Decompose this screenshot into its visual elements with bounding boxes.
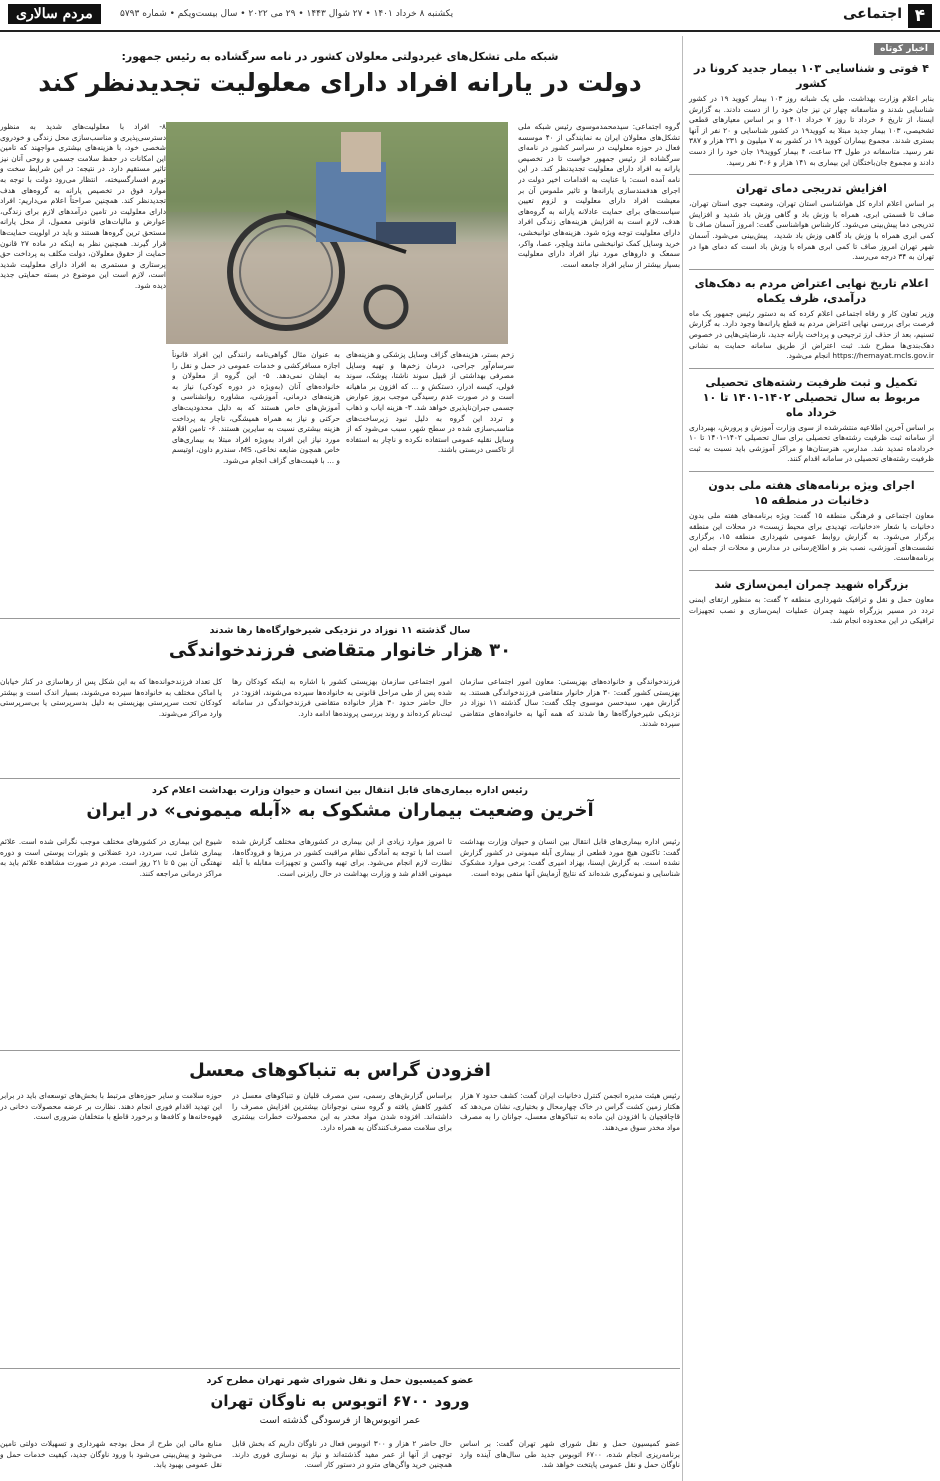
bus-fleet-story: [0, 1368, 680, 1481]
brief-item: [689, 276, 934, 362]
monkeypox-story: [0, 778, 680, 1048]
brief-body: بر اساس آخرین اطلاعیه منتشرشده از سوی وزارت آموزش و پرورش، بهبرداری از سامانه ثبت ظرفیت رشته‌های تحصیلی برای سال تحصیلی ۱۴۰۲-۱۴۰۱ تا ۱۰ خردادماه تمدید شد. مدارس، هنرستان‌ها و مراکز آموزشی باید نسبت به ثبت ظرفیت رشته‌های تحصیلی در سامانه اقدام کنند.: [689, 422, 934, 464]
brief-item: [689, 181, 934, 263]
article-column: تا امروز موارد زیادی از این بیماری در کشورهای مختلف گزارش شده است اما با توجه به آمادگی نظام مراقبت کشور در مرزها و فرودگاه‌ها، نظارت لازم انجام می‌شود. برای تهیه واکسن و تجهیزات مقابله با آبله میمونی اقدام شد و وزارت بهداشت در حال رایزنی است.: [232, 837, 452, 878]
divider: [689, 174, 934, 175]
story-deck: عمر اتوبوس‌ها از فرسودگی گذشته است: [259, 1415, 421, 1426]
article-column: امور اجتماعی سازمان بهزیستی کشور با اشاره به اینکه کودکان رها شده پس از طی مراحل قانونی به خانواده‌ها سپرده می‌شوند، افزود: در حال حاضر حدود ۳۰ هزار خانواده متقاضی فرزندخواندگی در سامانه ثبت‌نام کرده‌اند و روند بررسی پرونده‌ها ادامه دارد.: [232, 677, 452, 718]
brief-body: بنابر اعلام وزارت بهداشت، طی یک شبانه روز ۱۰۳ بیمار کووید ۱۹ در کشور شناسایی شدند و متاسفانه چهار تن نیز جان خود را از دست دادند. به گزارش ایسنا، از تاریخ ۶ خرداد تا روز ۷ خرداد ۱۴۰۱ و بر اساس معیارهای قطعی تشخیصی، ۱۰۳ بیمار جدید مبتلا به کووید۱۹ در کشور شناسایی و ۲۰ نفر از آنها بستری شدند. مجموع بیماران کووید ۱۹ در کشور به ۷ میلیون و ۲۳۱ هزار و ۳۸۷ نفر رسید. متاسفانه در طول ۲۴ ساعت، ۴ بیمار کووید۱۹ جان خود را از دست دادند و مجموع جان‌باختگان این بیماری به ۱۴۱ هزار و ۳۰۶ نفر رسید.: [689, 94, 935, 167]
story-kicker: رئیس اداره بیماری‌های قابل انتقال بین انسان و حیوان وزارت بهداشت اعلام کرد: [151, 785, 529, 796]
article-column: به عنوان مثال گواهی‌نامه رانندگی این افراد قانوناً اجازه مسافرکشی و خدمات عمومی در حمل و نقل را به ایشان نمی‌دهد. ۵- این گروه از معلولان و خانواده‌های آنان (به‌ویژه در دوره کودکی) نیاز به هزینه‌های درمانی، آموزشی، مشاوره روانشناسی و آموزش‌های خاص هستند که به دلیل محدودیت‌های حرکتی و نیاز به همراه همیشگی، ناچار به پرداخت هزینه بیشتری نسبت به سایرین هستند. ۶- تامین اقلام مورد نیاز این افراد به‌ویژه افراد مبتلا به بیماری‌های خاص همچون ضایعه نخاعی، MS، سندرم داون، اوتیسم و ... با قیمت‌های گزاف انجام می‌شود.: [172, 350, 340, 465]
article-column: حال حاضر ۲ هزار و ۳۰۰ اتوبوس فعال در ناوگان داریم که بخش قابل توجهی از آنها از عمر مفید گذشته‌اند و نیاز به نوسازی فوری دارند. همچنین خرید واگن‌های مترو در دستور کار است.: [232, 1439, 452, 1470]
article-column: ۸- افراد با معلولیت‌های شدید به منظور دسترسی‌پذیری و مناسب‌سازی محل زندگی و خودروی شخصی خود، با هزینه‌های بیشتری مواجهند که تامین این امکانات در حفظ سلامت جسمی و روحی آنان نیز تاثیر مستقیم دارد. در نتیجه: در این شرایط سخت و تورم افسارگسیخته، ‌ انتظار می‌رود دولت با توجه به موارد فوق در تخصیص یارانه به گروه‌های هدف تجدیدنظر کند. همچنین صراحتاً اعلام می‌داریم: افراد دارای معلولیت در تامین درآمدهای لازم برای زندگی، عوارض و مالیات‌های قانونی معمول، از محل یارانه مستحق ترین گروه‌ها هستند و باید در اولویت حمایت‌ها قرار گیرند. همچنین نظر به اینکه در ماده ۲۷ قانون حمایت از حقوق معلولان، دولت مکلف به پرداخت حق پرستاری و مستمری به افراد دارای معلولیت شدید است، لازم است این موضوع در بسته حمایتی جدید دیده شود.: [0, 122, 166, 290]
story-headline: افزودن گراس به تنباکوهای معسل: [189, 1060, 491, 1081]
story-kicker: عضو کمیسیون حمل و نقل شورای شهر تهران مطرح کرد: [206, 1375, 474, 1386]
dateline: یکشنبه ۸ خرداد ۱۴۰۱ • ۲۷ شوال ۱۴۴۳ • ۲۹ می ۲۰۲۲ • سال بیست‌ویکم • شماره ۵۷۹۳: [120, 9, 454, 19]
article-column: عضو کمیسیون حمل و نقل شورای شهر تهران گفت: بر اساس برنامه‌ریزی انجام شده، ۶۷۰۰ اتوبوس جدید طی سال‌های آینده وارد ناوگان حمل و نقل عمومی پایتخت خواهد شد.: [460, 1439, 680, 1470]
section-name: اجتماعی: [843, 6, 902, 22]
brief-item: [689, 478, 934, 564]
brief-title: اجرای ویژه برنامه‌های هفته ملی بدون دخانیات در منطقه ۱۵: [708, 479, 915, 508]
brief-item: [689, 375, 934, 465]
article-column: فرزندخواندگی و خانواده‌های بهزیستی: معاون امور اجتماعی سازمان بهزیستی کشور گفت: ۳۰ هزار خانوار متقاضی فرزندخواندگی هستند. به گزارش مهر، سیدحسن موسوی چلک گفت: سال گذشته ۱۱ نوزاد در نزدیکی شیرخوارگاه‌ها رها شدند که همه آنها به خانواده‌های متقاضی سپرده شدند.: [460, 677, 680, 729]
story-headline: ۳۰ هزار خانوار متقاضی فرزندخواندگی: [168, 640, 512, 661]
brief-title: تکمیل و ثبت ظرفیت رشته‌های تحصیلی مربوط به سال تحصیلی ۱۴۰۲-۱۴۰۱ تا ۱۰ خرداد ماه: [702, 375, 921, 419]
divider: [689, 269, 934, 270]
news-brief-tag: اخبار کوتاه: [874, 43, 934, 55]
brief-title: افزایش تدریجی دمای تهران: [736, 182, 887, 196]
wheelchair-photo: [166, 122, 508, 344]
lead-story-kicker: شبکه ملی تشکل‌های غیردولتی معلولان کشور در نامه سرگشاده به رئیس جمهور:: [121, 50, 559, 63]
page-number: ۴: [908, 4, 932, 28]
brief-body: بر اساس اعلام اداره کل هواشناسی استان تهران، وضعیت جوی استان تهران، صاف تا قسمتی ابری، همراه با وزش باد و گاهی وزش باد شدید و افزایش تدریجی دما پیش‌بینی می‌شود. کارشناس هواشناسی گفت: امروز آسمان صاف تا کمی ابری همراه با وزش باد گاهی وزش باد شدید، ‌ پیش‌بینی می‌شود. آسمان شهر تهران امروز صاف تا کمی ابری همراه با وزش باد است که دمای هوا در تهران به ۳۴ درجه می‌رسد.: [689, 199, 934, 262]
article-column: رئیس اداره بیماری‌های قابل انتقال بین انسان و حیوان وزارت بهداشت گفت: تاکنون هیچ مورد قطعی از بیماری آبله میمونی در کشور گزارش نشده است. به گزارش ایسنا، بهزاد امیری گفت: برخی موارد مشکوک شناسایی و نمونه‌گیری شده‌اند که نتایج آزمایش آنها منفی بوده است.: [460, 837, 680, 878]
main-content: [0, 36, 680, 1481]
brief-title: ۴ فوتی و شناسایی ۱۰۳ بیمار جدید کرونا در کشور: [694, 62, 929, 90]
brief-item: [689, 61, 934, 168]
newspaper-brand: مردم سالاری: [8, 4, 101, 24]
brief-item: [689, 577, 934, 627]
divider: [689, 471, 934, 472]
brief-body: معاون حمل و نقل و ترافیک شهرداری منطقه ۲ گفت: به منظور ارتقای ایمنی تردد در مسیر بزرگراه شهید چمران عملیات ایمن‌سازی و نصب تجهیزات ترافیکی در این محدوده انجام شد.: [689, 595, 934, 626]
story-headline: آخرین وضعیت بیماران مشکوک به «آبله میمونی» در ایران: [86, 800, 594, 821]
brief-title: بزرگراه شهید چمران ایمن‌سازی شد: [714, 578, 909, 592]
article-column: منابع مالی این طرح از محل بودجه شهرداری و تسهیلات دولتی تامین می‌شود و پیش‌بینی می‌شود با ورود ناوگان جدید، کیفیت خدمات حمل و نقل عمومی بهبود یابد.: [0, 1439, 222, 1470]
article-column: کل تعداد فرزندخوانده‌ها که به این شکل پس از رهاسازی در کنار خیابان یا اماکن مختلف به خانواده‌ها سپرده می‌شوند، بسیار اندک است و بیشتر کودکان تحت سرپرستی بهزیستی به دلیل بدسرپرستی یا بی‌سرپرستی وارد مراکز می‌شوند.: [0, 677, 222, 718]
divider: [689, 570, 934, 571]
brief-body: وزیر تعاون کار و رفاه اجتماعی اعلام کرده که به دستور رئیس جمهور یک ماه فرصت برای بررسی نهایی اعتراض مردم به قطع یارانه‌ها وجود دارد. به گزارش تسنیم، بعد از حذف ارز ترجیحی و پرداخت یارانه جدید، نارضایتی‌هایی در خصوص دهک‌بندی‌ها مطرح شد. ثبت اعتراض از طریق سامانه حمایت به نشانی https://hemayat.mcls.gov.ir انجام می‌شود.: [689, 308, 934, 361]
lead-story: [0, 118, 680, 616]
brief-body: معاون اجتماعی و فرهنگی منطقه ۱۵ گفت: ویژه برنامه‌های هفته ملی بدون دخانیات با شعار «دخانیات، تهدیدی برای محیط زیست» در محلات این منطقه برگزار می‌شود. به گزارش روابط عمومی شهرداری منطقه ۱۵، برگزاری نشست‌های آموزشی، نصب بنر و اطلاع‌رسانی در مدارس و محلات از جمله این برنامه‌هاست.: [689, 511, 935, 563]
brief-title: اعلام تاریخ نهایی اعتراض مردم به دهک‌های درآمدی، ظرف یکماه: [694, 276, 929, 305]
article-column: رئیس هیئت مدیره انجمن کنترل دخانیات ایران گفت: کشف حدود ۷ هزار هکتار زمین کشت گراس در خاک چهارمحال و بختیاری، نشان می‌دهد که قاچاقچیان با افزودن این ماده به تنباکوهای معسل، جوانان را به مصرف مواد مخدر سوق می‌دهند.: [460, 1091, 680, 1132]
divider: [689, 368, 934, 369]
article-column: شیوع این بیماری در کشورهای مختلف موجب نگرانی شده است. علائم بیماری شامل تب، سردرد، درد عضلانی و بثورات پوستی است و دوره نهفتگی آن بین ۵ تا ۲۱ روز است. مردم در صورت مشاهده علائم باید به مراکز درمانی مراجعه کنند.: [0, 837, 222, 878]
article-column: گروه اجتماعی: سیدمحمدموسوی رئیس شبکه ملی تشکل‌های معلولان ایران به نمایندگی از ۴۰ موسسه فعال در حوزه معلولیت در سراسر کشور در نامه‌ای سرگشاده از رئیس جمهور خواست تا در تخصیص یارانه به افراد دارای معلولیت تجدیدنظر کند. در این نامه آمده است: با عنایت به اقدامات اخیر دولت در اجرای هدفمندسازی یارانه‌ها و تاثیر ملموس آن بر معیشت افراد دارای معلولیت و لزوم تعیین سیاست‌های برای حمایت عادلانه یارانه به گروه‌های هدف، لازم است به افزایش هزینه‌های زندگی افراد دارای معلولیت توجه ویژه شود. هزینه‌های توانبخشی، خرید وسایل کمک توانبخشی مانند ویلچر، عصا، واکر، سمعک و داروهای مورد نیاز افراد دارای معلولیت بسیار بیشتر از سایر افراد جامعه است.: [518, 122, 680, 269]
article-column: زخم بستر، هزینه‌های گزاف وسایل پزشکی و هزینه‌های سرسام‌آور جراحی، درمان زخم‌ها و تهیه وسایل مصرفی بهداشتی از قبیل سوند ناشتا، پوشک، سوند فولی، کیسه ادرار، دستکش و ... که افزون بر ماهیانه است و در صورت عدم رسیدگی موجب بروز عوارض جسمی جبران‌ناپذیری خواهد شد. ۳- هزینه ایاب و ذهاب و تردد این گروه به دلیل نبود زیرساخت‌های مناسب‌سازی شده در سطح شهر، سبب می‌شود که از وسایل نقلیه عمومی استفاده نکرده و ناچار به استفاده از تاکسی دربستی باشند.: [346, 350, 514, 455]
news-brief-sidebar: [682, 36, 940, 1481]
story-headline: ورود ۶۷۰۰ اتوبوس به ناوگان تهران: [210, 1392, 470, 1410]
article-column: حوزه سلامت و سایر حوزه‌های مرتبط با بخش‌های توسعه‌ای باید در برابر این تهدید اقدام فوری انجام دهند. نظارت بر عرضه محصولات دخانی در قهوه‌خانه‌ها و کافه‌ها و برخورد قاطع با متخلفان ضروری است.: [0, 1091, 222, 1122]
lead-story-headline: دولت در یارانه افراد دارای معلولیت تجدیدنظر کند: [38, 68, 642, 97]
tobacco-story: [0, 1050, 680, 1366]
story-kicker: سال گذشته ۱۱ نوزاد در نزدیکی شیرخوارگاه‌ها رها شدند: [209, 625, 471, 636]
masthead: [0, 0, 940, 32]
article-column: براساس گزارش‌های رسمی، سن مصرف قلیان و تنباکوهای معسل در کشور کاهش یافته و گروه سنی نوجوانان بیشترین افزایش مصرف را داشته‌اند. افزوده شدن مواد مخدر به این محصولات خطرات بیشتری برای سلامت مصرف‌کنندگان به همراه دارد.: [232, 1091, 452, 1132]
wheelchair-illustration: [166, 122, 508, 344]
adoption-story: [0, 618, 680, 776]
